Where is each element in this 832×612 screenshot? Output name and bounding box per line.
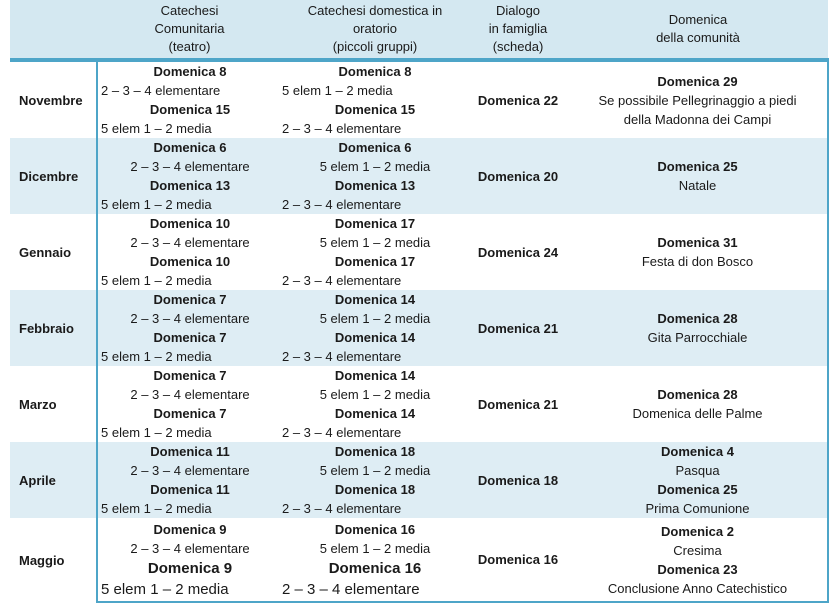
date-line: Domenica 28	[657, 311, 738, 326]
group-line: 2 – 3 – 4 elementare	[282, 425, 402, 440]
dialogo-cell: Domenica 20	[468, 138, 568, 214]
month-cell: Dicembre	[10, 138, 97, 214]
catechesi-comunitaria-cell	[97, 442, 282, 518]
table-row	[10, 518, 828, 602]
date-line: Domenica 2	[661, 523, 734, 539]
date-line: Domenica 17	[334, 216, 416, 231]
group-line: 2 – 3 – 4 elementare	[282, 501, 402, 516]
header-row	[10, 0, 828, 60]
catechesi-domestica-cell	[282, 214, 468, 290]
domenica-comunita-cell	[568, 442, 828, 518]
group-line: 5 elem 1 – 2 media	[101, 580, 229, 598]
catechesi-comunitaria-cell	[97, 290, 282, 366]
header-month	[10, 0, 97, 60]
catechesi-domestica-cell	[282, 442, 468, 518]
header-dialogo	[468, 0, 568, 60]
group-line: 2 – 3 – 4 elementare	[282, 349, 402, 364]
date-line: Domenica 9	[153, 521, 227, 537]
group-line: 5 elem 1 – 2 media	[101, 349, 212, 364]
date-line: Domenica 4	[661, 444, 734, 459]
date-line: Domenica 10	[149, 216, 231, 231]
date-line: Domenica 16	[328, 559, 422, 577]
table-row	[10, 290, 828, 366]
group-line: 2 – 3 – 4 elementare	[282, 273, 402, 288]
header-line: Domenica	[668, 12, 728, 27]
domenica-comunita-cell	[568, 290, 828, 366]
date-line: Domenica 7	[153, 330, 227, 345]
group-line: 5 elem 1 – 2 media	[101, 273, 212, 288]
date-line: Domenica 13	[149, 178, 231, 193]
group-line: 2 – 3 – 4 elementare	[282, 121, 402, 136]
month-cell: Maggio	[19, 552, 65, 568]
domenica-comunita-cell	[568, 138, 828, 214]
group-line: 5 elem 1 – 2 media	[319, 387, 431, 402]
dialogo-cell: Domenica 18	[468, 442, 568, 518]
month-cell: Novembre	[19, 92, 83, 108]
dialogo-cell: Domenica 21	[468, 290, 568, 366]
event-line: Natale	[678, 178, 717, 193]
event-line: Domenica delle Palme	[632, 406, 763, 421]
event-line: Pasqua	[675, 463, 720, 478]
group-line: 5 elem 1 – 2 media	[101, 425, 212, 440]
event-line: Festa di don Bosco	[641, 254, 754, 269]
date-line: Domenica 25	[657, 482, 738, 497]
domenica-comunita-cell	[568, 518, 828, 602]
header-line: Comunitaria	[154, 21, 225, 36]
catechesi-comunitaria-cell	[97, 138, 282, 214]
date-line: Domenica 18	[334, 444, 416, 459]
catechesi-comunitaria-cell	[97, 366, 282, 442]
group-line: 5 elem 1 – 2 media	[101, 501, 212, 516]
date-line: Domenica 18	[334, 482, 416, 497]
group-line: 2 – 3 – 4 elementare	[130, 540, 250, 556]
group-line: 2 – 3 – 4 elementare	[130, 463, 250, 478]
month-cell: Febbraio	[10, 290, 97, 366]
catechesi-domestica-cell	[282, 138, 468, 214]
date-line: Domenica 25	[657, 159, 738, 174]
event-line: Prima Comunione	[645, 501, 750, 516]
group-line: 2 – 3 – 4 elementare	[282, 580, 420, 598]
month-cell: Marzo	[19, 396, 57, 412]
header-line: della comunità	[656, 30, 740, 45]
dialogo-cell: Domenica 24	[477, 244, 559, 260]
catechesi-comunitaria-cell	[97, 214, 282, 290]
date-line: Domenica 8	[338, 64, 412, 79]
month-cell: Gennaio	[19, 244, 72, 260]
catechesi-domestica-cell	[282, 60, 468, 138]
date-line: Domenica 11	[150, 482, 230, 497]
domenica-comunita-cell	[568, 366, 828, 442]
date-line: Domenica 8	[153, 64, 227, 79]
event-line: Cresima	[673, 542, 722, 558]
table-row	[10, 138, 828, 214]
header-line: Catechesi domestica in	[307, 3, 443, 18]
header-catechesi-domestica	[282, 0, 468, 60]
date-line: Domenica 6	[153, 140, 227, 155]
date-line: Domenica 6	[338, 140, 412, 155]
dialogo-cell: Domenica 22	[477, 92, 559, 108]
event-line: Conclusione Anno Catechistico	[607, 580, 788, 596]
event-line: Gita Parrocchiale	[647, 330, 748, 345]
date-line: Domenica 11	[150, 444, 230, 459]
dialogo-cell: Domenica 21	[477, 396, 559, 412]
table-row	[10, 442, 828, 518]
catechesi-domestica-cell	[282, 290, 468, 366]
table-row	[10, 214, 828, 290]
header-line: Dialogo	[495, 3, 541, 18]
group-line: 5 elem 1 – 2 media	[101, 121, 212, 136]
date-line: Domenica 17	[334, 254, 416, 269]
header-line: in famiglia	[488, 21, 548, 36]
table-row	[10, 366, 828, 442]
date-line: Domenica 9	[147, 559, 233, 577]
catechesi-comunitaria-cell	[97, 60, 282, 138]
group-line: 2 – 3 – 4 elementare	[130, 387, 250, 402]
group-line: 5 elem 1 – 2 media	[319, 235, 431, 250]
date-line: Domenica 16	[334, 521, 416, 537]
group-line: 5 elem 1 – 2 media	[319, 311, 431, 326]
date-line: Domenica 7	[153, 368, 227, 383]
date-line: Domenica 15	[149, 102, 231, 117]
catechesi-schedule-table	[10, 0, 829, 603]
table-row	[10, 60, 828, 138]
catechesi-domestica-cell	[282, 366, 468, 442]
domenica-comunita-cell	[568, 60, 828, 138]
group-line: 5 elem 1 – 2 media	[319, 540, 431, 556]
group-line: 2 – 3 – 4 elementare	[282, 197, 402, 212]
date-line: Domenica 14	[334, 292, 416, 307]
catechesi-domestica-cell	[282, 518, 468, 602]
date-line: Domenica 29	[657, 73, 738, 89]
event-line: della Madonna dei Campi	[623, 111, 772, 127]
header-line: (teatro)	[168, 39, 211, 54]
group-line: 5 elem 1 – 2 media	[319, 463, 431, 478]
header-domenica-comunita	[568, 0, 828, 60]
date-line: Domenica 14	[334, 330, 416, 345]
date-line: Domenica 14	[334, 406, 416, 421]
event-line: Se possibile Pellegrinaggio a piedi	[598, 92, 797, 108]
dialogo-cell: Domenica 16	[468, 518, 568, 602]
date-line: Domenica 13	[334, 178, 416, 193]
group-line: 5 elem 1 – 2 media	[282, 83, 393, 98]
date-line: Domenica 15	[334, 102, 416, 117]
group-line: 5 elem 1 – 2 media	[101, 197, 212, 212]
date-line: Domenica 31	[657, 235, 738, 250]
header-line: oratorio	[352, 21, 398, 36]
group-line: 2 – 3 – 4 elementare	[101, 83, 221, 98]
header-line: (piccoli gruppi)	[332, 39, 418, 54]
group-line: 2 – 3 – 4 elementare	[130, 159, 250, 174]
date-line: Domenica 28	[657, 387, 738, 402]
group-line: 2 – 3 – 4 elementare	[130, 235, 250, 250]
date-line: Domenica 7	[153, 292, 227, 307]
date-line: Domenica 7	[153, 406, 227, 421]
date-line: Domenica 23	[657, 561, 738, 577]
date-line: Domenica 14	[334, 368, 416, 383]
month-cell: Aprile	[10, 442, 97, 518]
group-line: 2 – 3 – 4 elementare	[130, 311, 250, 326]
catechesi-comunitaria-cell	[97, 518, 282, 602]
header-line: Catechesi	[160, 3, 219, 18]
header-line: (scheda)	[492, 39, 544, 54]
header-catechesi-comunitaria	[97, 0, 282, 60]
group-line: 5 elem 1 – 2 media	[319, 159, 431, 174]
date-line: Domenica 10	[149, 254, 231, 269]
domenica-comunita-cell	[568, 214, 828, 290]
